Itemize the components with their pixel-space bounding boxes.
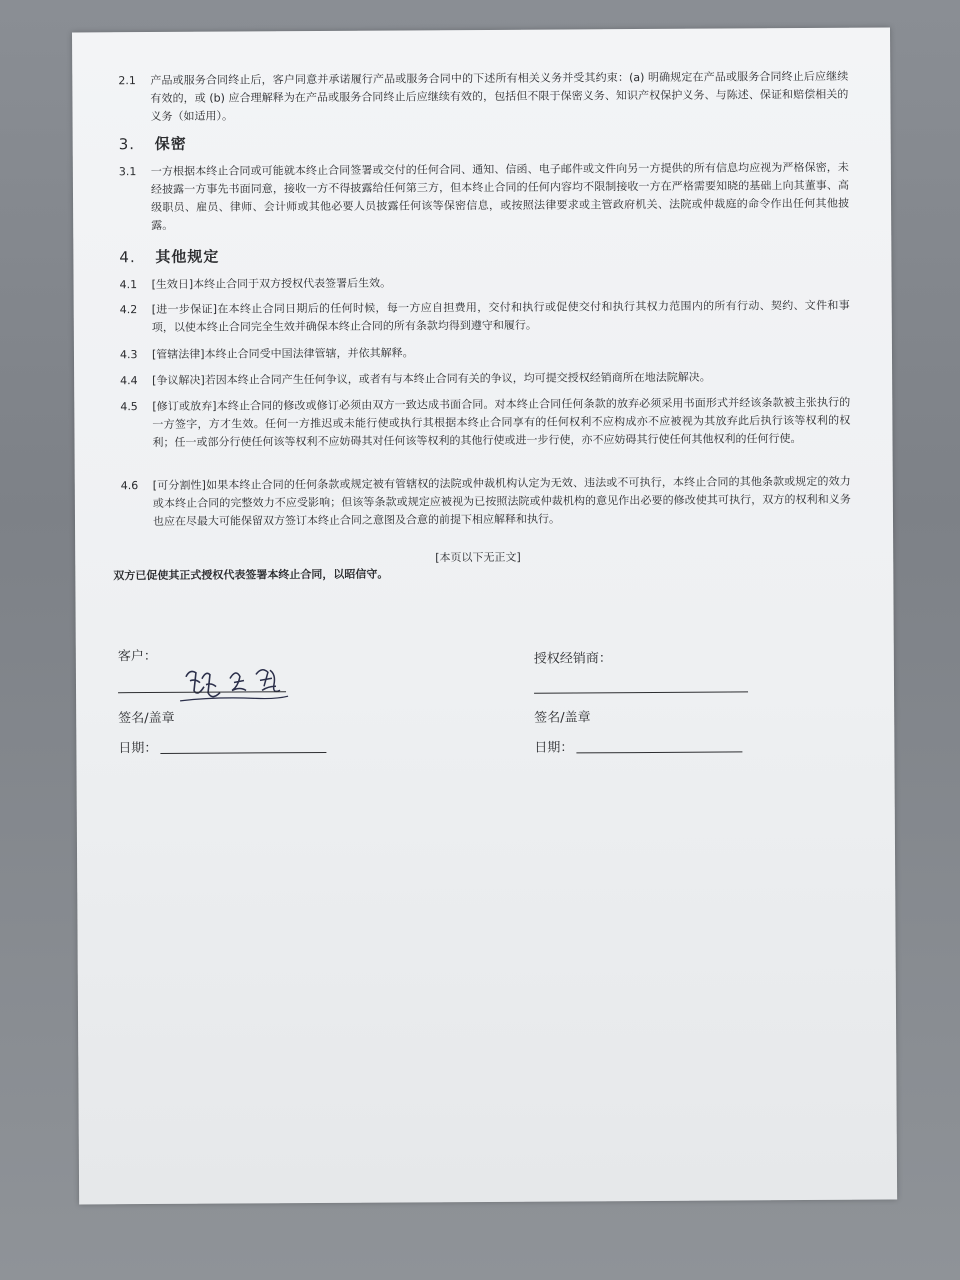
clause-4-3 bbox=[120, 342, 850, 364]
dealer-sign-seal-label: 签名/盖章 bbox=[534, 710, 591, 726]
clause-text: [修订或放弃]本终止合同的修改或修订必须由双方一致达成书面合同。对本终止合同任何条款的放弃必须采用书面形式并经该条款被主张执行的一方签字，方才生效。任何一方推迟或未能行使或执行其根据本终止合同享有的任何权利不应构成亦不应被视为其放弃此后执行该等权利的权利；任一或部分行使任何该等权利不应妨碍其对任何该等权利的其他行使或进一步行使，亦不应妨碍其行使任何其他权利的任何行使。 bbox=[152, 395, 851, 450]
dealer-date-line bbox=[576, 751, 742, 753]
clause-number: 4.6 bbox=[120, 479, 139, 493]
clause-3-1 bbox=[119, 159, 849, 235]
customer-sign-seal-label: 签名/盖章 bbox=[118, 710, 175, 727]
clause-text: [进一步保证]在本终止合同日期后的任何时候，每一方应自担费用，交付和执行或促使交付和执行其权力范围内的所有行动、契约、文件和事项，以使本终止合同完全生效并确保本终止合同的所有条款均得到遵守和履行。 bbox=[151, 298, 850, 335]
clause-4-5 bbox=[120, 394, 850, 452]
dealer-label: 授权经销商： bbox=[533, 651, 612, 667]
heading-number: 4. bbox=[119, 248, 136, 267]
heading-number: 3. bbox=[118, 135, 136, 154]
clause-number: 4.4 bbox=[120, 374, 138, 388]
clause-text: 产品或服务合同终止后，客户同意并承诺履行产品或服务合同中的下述所有相关义务并受其约束：(a) 明确规定在产品或服务合同终止后应继续有效的，或 (b) 应合理解释为在产品或服务合同终止后应继续有效的，包括但不限于保密义务、知识产权保护义务、与陈述、保证和赔偿相关的义务（如适用）。 bbox=[150, 69, 849, 124]
witness-statement: 双方已促使其正式授权代表签署本终止合同，以昭信守。 bbox=[113, 567, 389, 583]
heading-title: 其他规定 bbox=[155, 247, 220, 266]
clause-4-1 bbox=[119, 272, 849, 294]
clause-2-1 bbox=[118, 68, 848, 126]
clause-text: 一方根据本终止合同或可能就本终止合同签署或交付的任何合同、通知、信函、电子邮件或文件向另一方提供的所有信息均应视为严格保密，未经披露一方事先书面同意，接收一方不得披露给任何第三方，但本终止合同的任何内容均不限制接收一方在严格需要知晓的基础上向其董事、高级职员、雇员、律师、会计师或其他必要人员披露任何该等保密信息，或按照法律要求或主管政府机关、法院或仲裁庭的命令作出任何其他披露。 bbox=[150, 160, 850, 233]
clause-number: 3.1 bbox=[118, 165, 137, 179]
clause-4-6 bbox=[121, 473, 851, 531]
customer-label: 客户： bbox=[117, 648, 157, 665]
clause-text: [生效日]本终止合同于双方授权代表签署后生效。 bbox=[151, 276, 392, 292]
section-heading-4 bbox=[119, 246, 219, 268]
dealer-date-label: 日期： bbox=[534, 740, 574, 756]
clause-4-4 bbox=[120, 368, 850, 390]
clause-number: 4.5 bbox=[120, 400, 138, 414]
customer-date-label: 日期： bbox=[118, 740, 158, 757]
heading-title: 保密 bbox=[154, 134, 187, 153]
customer-signature bbox=[176, 656, 294, 707]
clause-text: [管辖法律]本终止合同受中国法律管辖，并依其解释。 bbox=[151, 346, 414, 362]
clause-text: [可分割性]如果本终止合同的任何条款或规定被有管辖权的法院或仲裁机构认定为无效、违法或不可执行，本终止合同的其他条款或规定的效力或本终止合同的完整效力不应受影响；但该等条款或规定应被视为已按照法院或仲裁机构的意见作出必要的修改使其可执行，双方的权利和义务也应在尽最大可能保留双方签订本终止合同之意图及合意的前提下相应解释和执行。 bbox=[152, 474, 851, 529]
dealer-signature-line bbox=[534, 691, 748, 693]
clause-4-2 bbox=[120, 297, 850, 337]
customer-date-line bbox=[160, 752, 326, 754]
document-page bbox=[72, 28, 897, 1205]
clause-number: 4.3 bbox=[119, 348, 138, 362]
clause-number: 4.1 bbox=[119, 278, 138, 292]
document-content bbox=[72, 28, 897, 1205]
clause-number: 4.2 bbox=[119, 303, 138, 317]
clause-number: 2.1 bbox=[118, 74, 136, 88]
clause-text: [争议解决]若因本终止合同产生任何争议，或者有与本终止合同有关的争议，均可提交授权经销商所在地法院解决。 bbox=[152, 370, 711, 388]
blank-page-note: [本页以下无正文] bbox=[435, 550, 521, 565]
section-heading-3 bbox=[119, 133, 187, 154]
